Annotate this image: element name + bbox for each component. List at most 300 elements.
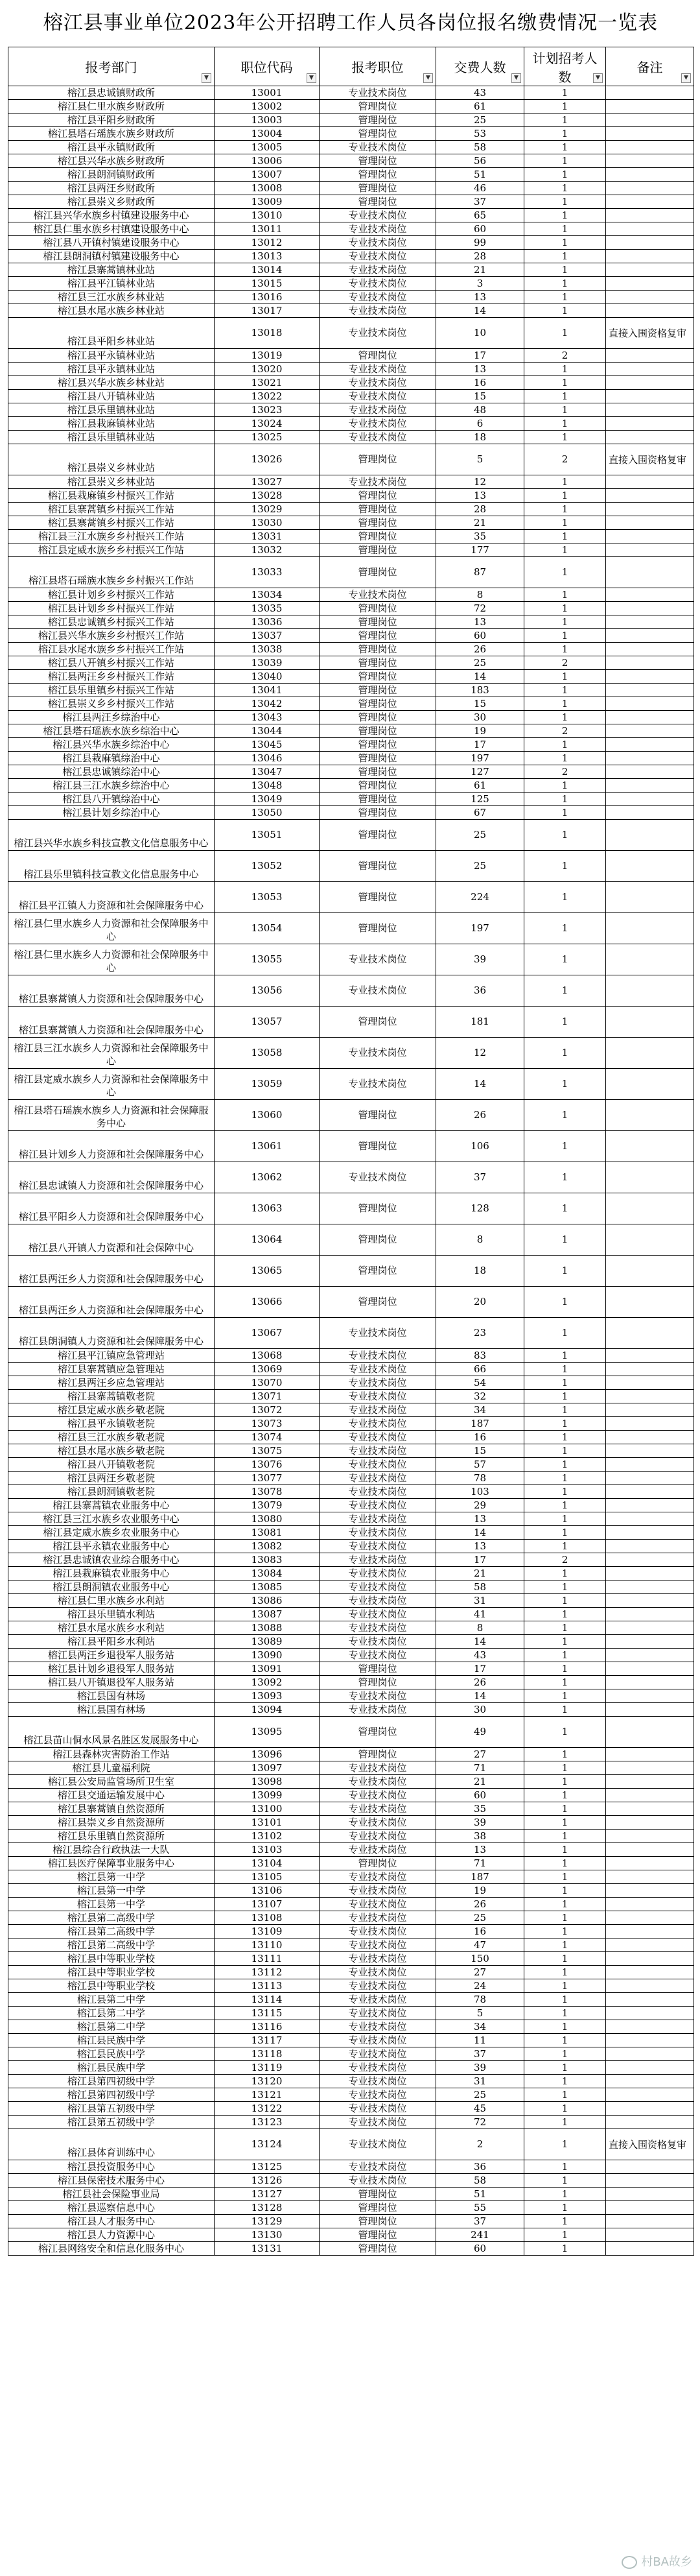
count-cell[interactable]: 39 (436, 2061, 524, 2075)
code-cell[interactable]: 13124 (215, 2129, 320, 2160)
note-cell[interactable] (606, 1485, 694, 1499)
dept-cell[interactable]: 榕江县第二中学 (8, 2020, 215, 2034)
post-cell[interactable]: 管理岗位 (320, 670, 436, 684)
code-cell[interactable]: 13066 (215, 1287, 320, 1318)
dept-cell[interactable]: 榕江县水尾水族乡敬老院 (8, 1444, 215, 1458)
post-cell[interactable]: 专业技术岗位 (320, 141, 436, 154)
code-cell[interactable]: 13014 (215, 263, 320, 277)
code-cell[interactable]: 13009 (215, 195, 320, 209)
post-cell[interactable]: 专业技术岗位 (320, 1938, 436, 1952)
quota-cell[interactable]: 1 (524, 1363, 606, 1376)
dept-cell[interactable]: 榕江县国有林场 (8, 1689, 215, 1703)
count-cell[interactable]: 35 (436, 1802, 524, 1816)
count-cell[interactable]: 21 (436, 1567, 524, 1580)
quota-cell[interactable]: 1 (524, 1952, 606, 1966)
quota-cell[interactable]: 1 (524, 1830, 606, 1843)
note-cell[interactable] (606, 2242, 694, 2256)
code-cell[interactable]: 13106 (215, 1884, 320, 1898)
dept-cell[interactable]: 榕江县两汪乡敬老院 (8, 1472, 215, 1485)
dept-cell[interactable]: 榕江县仁里水族乡水利站 (8, 1594, 215, 1608)
count-cell[interactable]: 58 (436, 141, 524, 154)
code-cell[interactable]: 13094 (215, 1703, 320, 1717)
quota-cell[interactable]: 1 (524, 1689, 606, 1703)
dept-cell[interactable]: 榕江县朗洞镇农业服务中心 (8, 1580, 215, 1594)
dept-cell[interactable]: 榕江县定威水族乡敬老院 (8, 1403, 215, 1417)
code-cell[interactable]: 13092 (215, 1676, 320, 1689)
post-cell[interactable]: 专业技术岗位 (320, 222, 436, 236)
count-cell[interactable]: 8 (436, 1224, 524, 1256)
dept-cell[interactable]: 榕江县第二中学 (8, 1993, 215, 2007)
note-cell[interactable] (606, 1376, 694, 1390)
post-cell[interactable]: 专业技术岗位 (320, 2102, 436, 2116)
post-cell[interactable]: 专业技术岗位 (320, 1512, 436, 1526)
count-cell[interactable]: 16 (436, 376, 524, 390)
note-cell[interactable] (606, 1676, 694, 1689)
post-cell[interactable]: 专业技术岗位 (320, 1485, 436, 1499)
quota-cell[interactable]: 1 (524, 417, 606, 431)
code-cell[interactable]: 13053 (215, 882, 320, 913)
post-cell[interactable]: 管理岗位 (320, 154, 436, 168)
count-cell[interactable]: 27 (436, 1748, 524, 1761)
quota-cell[interactable]: 1 (524, 2228, 606, 2242)
post-cell[interactable]: 管理岗位 (320, 615, 436, 629)
post-cell[interactable]: 专业技术岗位 (320, 1162, 436, 1193)
dept-cell[interactable]: 榕江县八开镇敬老院 (8, 1458, 215, 1472)
note-cell[interactable] (606, 154, 694, 168)
code-cell[interactable]: 13041 (215, 684, 320, 697)
code-cell[interactable]: 13098 (215, 1775, 320, 1789)
count-cell[interactable]: 57 (436, 1458, 524, 1472)
dept-cell[interactable]: 榕江县人力资源中心 (8, 2228, 215, 2242)
post-cell[interactable]: 管理岗位 (320, 2215, 436, 2228)
post-cell[interactable]: 专业技术岗位 (320, 475, 436, 489)
quota-cell[interactable]: 1 (524, 2061, 606, 2075)
code-cell[interactable]: 13064 (215, 1224, 320, 1256)
note-cell[interactable] (606, 349, 694, 363)
count-cell[interactable]: 51 (436, 168, 524, 182)
code-cell[interactable]: 13006 (215, 154, 320, 168)
dept-cell[interactable]: 榕江县森林灾害防治工作站 (8, 1748, 215, 1761)
count-cell[interactable]: 36 (436, 975, 524, 1007)
post-cell[interactable]: 专业技术岗位 (320, 1843, 436, 1857)
dept-cell[interactable]: 榕江县第二高级中学 (8, 1938, 215, 1952)
count-cell[interactable]: 26 (436, 1676, 524, 1689)
post-cell[interactable]: 专业技术岗位 (320, 1608, 436, 1621)
dept-cell[interactable]: 榕江县第一中学 (8, 1884, 215, 1898)
note-cell[interactable] (606, 1952, 694, 1966)
dept-cell[interactable]: 榕江县国有林场 (8, 1703, 215, 1717)
count-cell[interactable]: 13 (436, 291, 524, 304)
dept-cell[interactable]: 榕江县兴华水族乡林业站 (8, 376, 215, 390)
count-cell[interactable]: 60 (436, 1789, 524, 1802)
count-cell[interactable]: 61 (436, 100, 524, 113)
code-cell[interactable]: 13011 (215, 222, 320, 236)
post-cell[interactable]: 管理岗位 (320, 543, 436, 557)
code-cell[interactable]: 13107 (215, 1898, 320, 1911)
quota-cell[interactable]: 2 (524, 1553, 606, 1567)
code-cell[interactable]: 13063 (215, 1193, 320, 1224)
count-cell[interactable]: 38 (436, 1830, 524, 1843)
count-cell[interactable]: 13 (436, 363, 524, 376)
dept-cell[interactable]: 榕江县仁里水族乡村镇建设服务中心 (8, 222, 215, 236)
dept-cell[interactable]: 榕江县寨蒿镇农业服务中心 (8, 1499, 215, 1512)
code-cell[interactable]: 13031 (215, 530, 320, 543)
post-cell[interactable]: 管理岗位 (320, 127, 436, 141)
count-cell[interactable]: 71 (436, 1761, 524, 1775)
post-cell[interactable]: 专业技术岗位 (320, 2034, 436, 2047)
code-cell[interactable]: 13095 (215, 1717, 320, 1748)
dept-cell[interactable]: 榕江县仁里水族乡人力资源和社会保障服务中心 (8, 944, 215, 975)
dept-cell[interactable]: 榕江县平江镇人力资源和社会保障服务中心 (8, 882, 215, 913)
quota-cell[interactable]: 1 (524, 2188, 606, 2201)
note-cell[interactable] (606, 2075, 694, 2088)
code-cell[interactable]: 13083 (215, 1553, 320, 1567)
code-cell[interactable]: 13058 (215, 1038, 320, 1069)
post-cell[interactable]: 管理岗位 (320, 182, 436, 195)
note-cell[interactable] (606, 629, 694, 643)
dept-cell[interactable]: 榕江县医疗保障事业服务中心 (8, 1857, 215, 1870)
dept-cell[interactable]: 榕江县第四初级中学 (8, 2075, 215, 2088)
post-cell[interactable]: 专业技术岗位 (320, 291, 436, 304)
code-cell[interactable]: 13104 (215, 1857, 320, 1870)
count-cell[interactable]: 27 (436, 1966, 524, 1979)
note-cell[interactable] (606, 1843, 694, 1857)
quota-cell[interactable]: 1 (524, 1649, 606, 1662)
dept-cell[interactable]: 榕江县朗洞镇财政所 (8, 168, 215, 182)
count-cell[interactable]: 60 (436, 2242, 524, 2256)
post-cell[interactable]: 管理岗位 (320, 1662, 436, 1676)
filter-dropdown-icon[interactable]: ▼ (593, 73, 603, 83)
note-cell[interactable] (606, 1287, 694, 1318)
dept-cell[interactable]: 榕江县三江水族乡农业服务中心 (8, 1512, 215, 1526)
count-cell[interactable]: 125 (436, 793, 524, 806)
post-cell[interactable]: 管理岗位 (320, 1676, 436, 1689)
dept-cell[interactable]: 榕江县崇义乡自然资源所 (8, 1816, 215, 1830)
note-cell[interactable] (606, 1131, 694, 1162)
dept-cell[interactable]: 榕江县栽麻镇乡村振兴工作站 (8, 489, 215, 503)
quota-cell[interactable]: 2 (524, 349, 606, 363)
quota-cell[interactable]: 1 (524, 2088, 606, 2102)
code-cell[interactable]: 13050 (215, 806, 320, 820)
dept-cell[interactable]: 榕江县三江水族乡乡村振兴工作站 (8, 530, 215, 543)
quota-cell[interactable]: 1 (524, 1100, 606, 1131)
code-cell[interactable]: 13068 (215, 1349, 320, 1363)
quota-cell[interactable]: 1 (524, 975, 606, 1007)
note-cell[interactable] (606, 1403, 694, 1417)
count-cell[interactable]: 17 (436, 349, 524, 363)
code-cell[interactable]: 13059 (215, 1069, 320, 1100)
dept-cell[interactable]: 榕江县计划乡乡村振兴工作站 (8, 588, 215, 602)
code-cell[interactable]: 13025 (215, 431, 320, 444)
count-cell[interactable]: 15 (436, 1444, 524, 1458)
note-cell[interactable] (606, 765, 694, 779)
quota-cell[interactable]: 1 (524, 882, 606, 913)
count-cell[interactable]: 66 (436, 1363, 524, 1376)
code-cell[interactable]: 13099 (215, 1789, 320, 1802)
quota-cell[interactable]: 1 (524, 697, 606, 711)
post-cell[interactable]: 专业技术岗位 (320, 2129, 436, 2160)
count-cell[interactable]: 128 (436, 1193, 524, 1224)
dept-cell[interactable]: 榕江县乐里镇科技宣教文化信息服务中心 (8, 851, 215, 882)
dept-cell[interactable]: 榕江县两汪乡退役军人服务站 (8, 1649, 215, 1662)
code-cell[interactable]: 13080 (215, 1512, 320, 1526)
post-cell[interactable]: 专业技术岗位 (320, 1830, 436, 1843)
count-cell[interactable]: 18 (436, 1256, 524, 1287)
dept-cell[interactable]: 榕江县塔石瑶族水族乡乡村振兴工作站 (8, 557, 215, 588)
post-cell[interactable]: 专业技术岗位 (320, 1318, 436, 1349)
note-cell[interactable] (606, 975, 694, 1007)
dept-cell[interactable]: 榕江县平阳乡人力资源和社会保障服务中心 (8, 1193, 215, 1224)
header-post[interactable] (320, 47, 436, 86)
count-cell[interactable]: 56 (436, 154, 524, 168)
note-cell[interactable]: 直接入围资格复审 (606, 318, 694, 349)
post-cell[interactable]: 管理岗位 (320, 738, 436, 752)
code-cell[interactable]: 13055 (215, 944, 320, 975)
count-cell[interactable]: 72 (436, 602, 524, 615)
dept-cell[interactable]: 榕江县忠诚镇农业综合服务中心 (8, 1553, 215, 1567)
quota-cell[interactable]: 1 (524, 2242, 606, 2256)
note-cell[interactable] (606, 1224, 694, 1256)
dept-cell[interactable]: 榕江县第二高级中学 (8, 1925, 215, 1938)
note-cell[interactable] (606, 1390, 694, 1403)
note-cell[interactable] (606, 602, 694, 615)
count-cell[interactable]: 17 (436, 738, 524, 752)
note-cell[interactable] (606, 182, 694, 195)
quota-cell[interactable]: 1 (524, 1843, 606, 1857)
note-cell[interactable] (606, 615, 694, 629)
count-cell[interactable]: 26 (436, 643, 524, 656)
quota-cell[interactable]: 1 (524, 2160, 606, 2174)
count-cell[interactable]: 103 (436, 1485, 524, 1499)
dept-cell[interactable]: 榕江县寨蒿镇人力资源和社会保障服务中心 (8, 1007, 215, 1038)
code-cell[interactable]: 13116 (215, 2020, 320, 2034)
count-cell[interactable]: 39 (436, 944, 524, 975)
post-cell[interactable]: 管理岗位 (320, 656, 436, 670)
dept-cell[interactable]: 榕江县中等职业学校 (8, 1966, 215, 1979)
quota-cell[interactable]: 1 (524, 376, 606, 390)
count-cell[interactable]: 18 (436, 431, 524, 444)
count-cell[interactable]: 99 (436, 236, 524, 250)
quota-cell[interactable]: 1 (524, 2034, 606, 2047)
code-cell[interactable]: 13070 (215, 1376, 320, 1390)
post-cell[interactable]: 专业技术岗位 (320, 2047, 436, 2061)
code-cell[interactable]: 13077 (215, 1472, 320, 1485)
dept-cell[interactable]: 榕江县寨蒿镇林业站 (8, 263, 215, 277)
code-cell[interactable]: 13105 (215, 1870, 320, 1884)
count-cell[interactable]: 127 (436, 765, 524, 779)
post-cell[interactable]: 专业技术岗位 (320, 1458, 436, 1472)
code-cell[interactable]: 13097 (215, 1761, 320, 1775)
post-cell[interactable]: 专业技术岗位 (320, 1417, 436, 1431)
post-cell[interactable]: 专业技术岗位 (320, 1703, 436, 1717)
quota-cell[interactable]: 1 (524, 236, 606, 250)
quota-cell[interactable]: 1 (524, 1007, 606, 1038)
post-cell[interactable]: 专业技术岗位 (320, 277, 436, 291)
header-code[interactable] (215, 47, 320, 86)
code-cell[interactable]: 13082 (215, 1540, 320, 1553)
quota-cell[interactable]: 1 (524, 127, 606, 141)
count-cell[interactable]: 21 (436, 263, 524, 277)
dept-cell[interactable]: 榕江县栽麻镇林业站 (8, 417, 215, 431)
note-cell[interactable] (606, 1431, 694, 1444)
post-cell[interactable]: 管理岗位 (320, 882, 436, 913)
post-cell[interactable]: 管理岗位 (320, 1748, 436, 1761)
post-cell[interactable]: 专业技术岗位 (320, 1621, 436, 1635)
post-cell[interactable]: 专业技术岗位 (320, 363, 436, 376)
post-cell[interactable]: 专业技术岗位 (320, 1594, 436, 1608)
post-cell[interactable]: 专业技术岗位 (320, 1580, 436, 1594)
note-cell[interactable] (606, 1870, 694, 1884)
quota-cell[interactable]: 1 (524, 1318, 606, 1349)
quota-cell[interactable]: 1 (524, 2174, 606, 2188)
dept-cell[interactable]: 榕江县乐里镇林业站 (8, 403, 215, 417)
post-cell[interactable]: 管理岗位 (320, 684, 436, 697)
code-cell[interactable]: 13111 (215, 1952, 320, 1966)
quota-cell[interactable]: 1 (524, 1376, 606, 1390)
count-cell[interactable]: 35 (436, 530, 524, 543)
count-cell[interactable]: 25 (436, 1911, 524, 1925)
count-cell[interactable]: 3 (436, 277, 524, 291)
dept-cell[interactable]: 榕江县兴华水族乡村镇建设服务中心 (8, 209, 215, 222)
count-cell[interactable]: 29 (436, 1499, 524, 1512)
code-cell[interactable]: 13126 (215, 2174, 320, 2188)
quota-cell[interactable]: 1 (524, 779, 606, 793)
code-cell[interactable]: 13073 (215, 1417, 320, 1431)
count-cell[interactable]: 20 (436, 1287, 524, 1318)
note-cell[interactable] (606, 2102, 694, 2116)
code-cell[interactable]: 13057 (215, 1007, 320, 1038)
note-cell[interactable] (606, 2188, 694, 2201)
code-cell[interactable]: 13046 (215, 752, 320, 765)
quota-cell[interactable]: 1 (524, 263, 606, 277)
dept-cell[interactable]: 榕江县中等职业学校 (8, 1952, 215, 1966)
note-cell[interactable] (606, 711, 694, 724)
post-cell[interactable]: 专业技术岗位 (320, 1925, 436, 1938)
code-cell[interactable]: 13118 (215, 2047, 320, 2061)
quota-cell[interactable]: 1 (524, 588, 606, 602)
note-cell[interactable] (606, 2007, 694, 2020)
note-cell[interactable] (606, 1884, 694, 1898)
dept-cell[interactable]: 榕江县两汪乡乡村振兴工作站 (8, 670, 215, 684)
dept-cell[interactable]: 榕江县社会保险事业局 (8, 2188, 215, 2201)
quota-cell[interactable]: 1 (524, 1403, 606, 1417)
note-cell[interactable] (606, 1925, 694, 1938)
post-cell[interactable]: 专业技术岗位 (320, 1349, 436, 1363)
dept-cell[interactable]: 榕江县三江水族乡敬老院 (8, 1431, 215, 1444)
quota-cell[interactable]: 1 (524, 1608, 606, 1621)
quota-cell[interactable]: 1 (524, 1870, 606, 1884)
post-cell[interactable]: 管理岗位 (320, 1193, 436, 1224)
dept-cell[interactable]: 榕江县八开镇人力资源和社会保障中心 (8, 1224, 215, 1256)
quota-cell[interactable]: 1 (524, 113, 606, 127)
note-cell[interactable] (606, 100, 694, 113)
post-cell[interactable]: 管理岗位 (320, 1256, 436, 1287)
code-cell[interactable]: 13060 (215, 1100, 320, 1131)
quota-cell[interactable]: 1 (524, 1038, 606, 1069)
post-cell[interactable]: 管理岗位 (320, 1007, 436, 1038)
quota-cell[interactable]: 1 (524, 1802, 606, 1816)
count-cell[interactable]: 34 (436, 2020, 524, 2034)
code-cell[interactable]: 13032 (215, 543, 320, 557)
post-cell[interactable]: 管理岗位 (320, 516, 436, 530)
count-cell[interactable]: 83 (436, 1349, 524, 1363)
quota-cell[interactable]: 1 (524, 1748, 606, 1761)
post-cell[interactable]: 管理岗位 (320, 530, 436, 543)
dept-cell[interactable]: 榕江县寨蒿镇乡村振兴工作站 (8, 516, 215, 530)
code-cell[interactable]: 13121 (215, 2088, 320, 2102)
count-cell[interactable]: 14 (436, 1689, 524, 1703)
quota-cell[interactable]: 1 (524, 1526, 606, 1540)
post-cell[interactable]: 专业技术岗位 (320, 1403, 436, 1417)
post-cell[interactable]: 专业技术岗位 (320, 431, 436, 444)
count-cell[interactable]: 106 (436, 1131, 524, 1162)
count-cell[interactable]: 187 (436, 1417, 524, 1431)
count-cell[interactable]: 15 (436, 390, 524, 403)
quota-cell[interactable]: 1 (524, 1635, 606, 1649)
post-cell[interactable]: 专业技术岗位 (320, 376, 436, 390)
count-cell[interactable]: 37 (436, 1162, 524, 1193)
dept-cell[interactable]: 榕江县朗洞镇人力资源和社会保障服务中心 (8, 1318, 215, 1349)
note-cell[interactable] (606, 1526, 694, 1540)
code-cell[interactable]: 13033 (215, 557, 320, 588)
note-cell[interactable] (606, 1007, 694, 1038)
post-cell[interactable]: 专业技术岗位 (320, 1363, 436, 1376)
post-cell[interactable]: 专业技术岗位 (320, 1816, 436, 1830)
note-cell[interactable] (606, 1635, 694, 1649)
post-cell[interactable]: 管理岗位 (320, 765, 436, 779)
note-cell[interactable] (606, 403, 694, 417)
dept-cell[interactable]: 榕江县第二中学 (8, 2007, 215, 2020)
quota-cell[interactable]: 1 (524, 543, 606, 557)
post-cell[interactable]: 专业技术岗位 (320, 86, 436, 100)
post-cell[interactable]: 管理岗位 (320, 195, 436, 209)
post-cell[interactable]: 管理岗位 (320, 779, 436, 793)
post-cell[interactable]: 管理岗位 (320, 806, 436, 820)
count-cell[interactable]: 28 (436, 250, 524, 263)
quota-cell[interactable]: 1 (524, 1349, 606, 1363)
code-cell[interactable]: 13002 (215, 100, 320, 113)
note-cell[interactable] (606, 882, 694, 913)
dept-cell[interactable]: 榕江县仁里水族乡财政所 (8, 100, 215, 113)
dept-cell[interactable]: 榕江县乐里镇自然资源所 (8, 1830, 215, 1843)
quota-cell[interactable]: 1 (524, 363, 606, 376)
quota-cell[interactable]: 1 (524, 711, 606, 724)
dept-cell[interactable]: 榕江县兴华水族乡财政所 (8, 154, 215, 168)
quota-cell[interactable]: 1 (524, 2201, 606, 2215)
post-cell[interactable]: 管理岗位 (320, 820, 436, 851)
note-cell[interactable] (606, 557, 694, 588)
post-cell[interactable]: 管理岗位 (320, 113, 436, 127)
quota-cell[interactable]: 1 (524, 503, 606, 516)
code-cell[interactable]: 13047 (215, 765, 320, 779)
code-cell[interactable]: 13102 (215, 1830, 320, 1843)
post-cell[interactable]: 专业技术岗位 (320, 1952, 436, 1966)
count-cell[interactable]: 16 (436, 1431, 524, 1444)
quota-cell[interactable]: 1 (524, 250, 606, 263)
quota-cell[interactable]: 2 (524, 724, 606, 738)
count-cell[interactable]: 183 (436, 684, 524, 697)
count-cell[interactable]: 197 (436, 752, 524, 765)
code-cell[interactable]: 13081 (215, 1526, 320, 1540)
post-cell[interactable]: 管理岗位 (320, 1100, 436, 1131)
count-cell[interactable]: 181 (436, 1007, 524, 1038)
note-cell[interactable] (606, 1979, 694, 1993)
code-cell[interactable]: 13036 (215, 615, 320, 629)
note-cell[interactable] (606, 141, 694, 154)
post-cell[interactable]: 管理岗位 (320, 557, 436, 588)
count-cell[interactable]: 25 (436, 656, 524, 670)
note-cell[interactable] (606, 236, 694, 250)
